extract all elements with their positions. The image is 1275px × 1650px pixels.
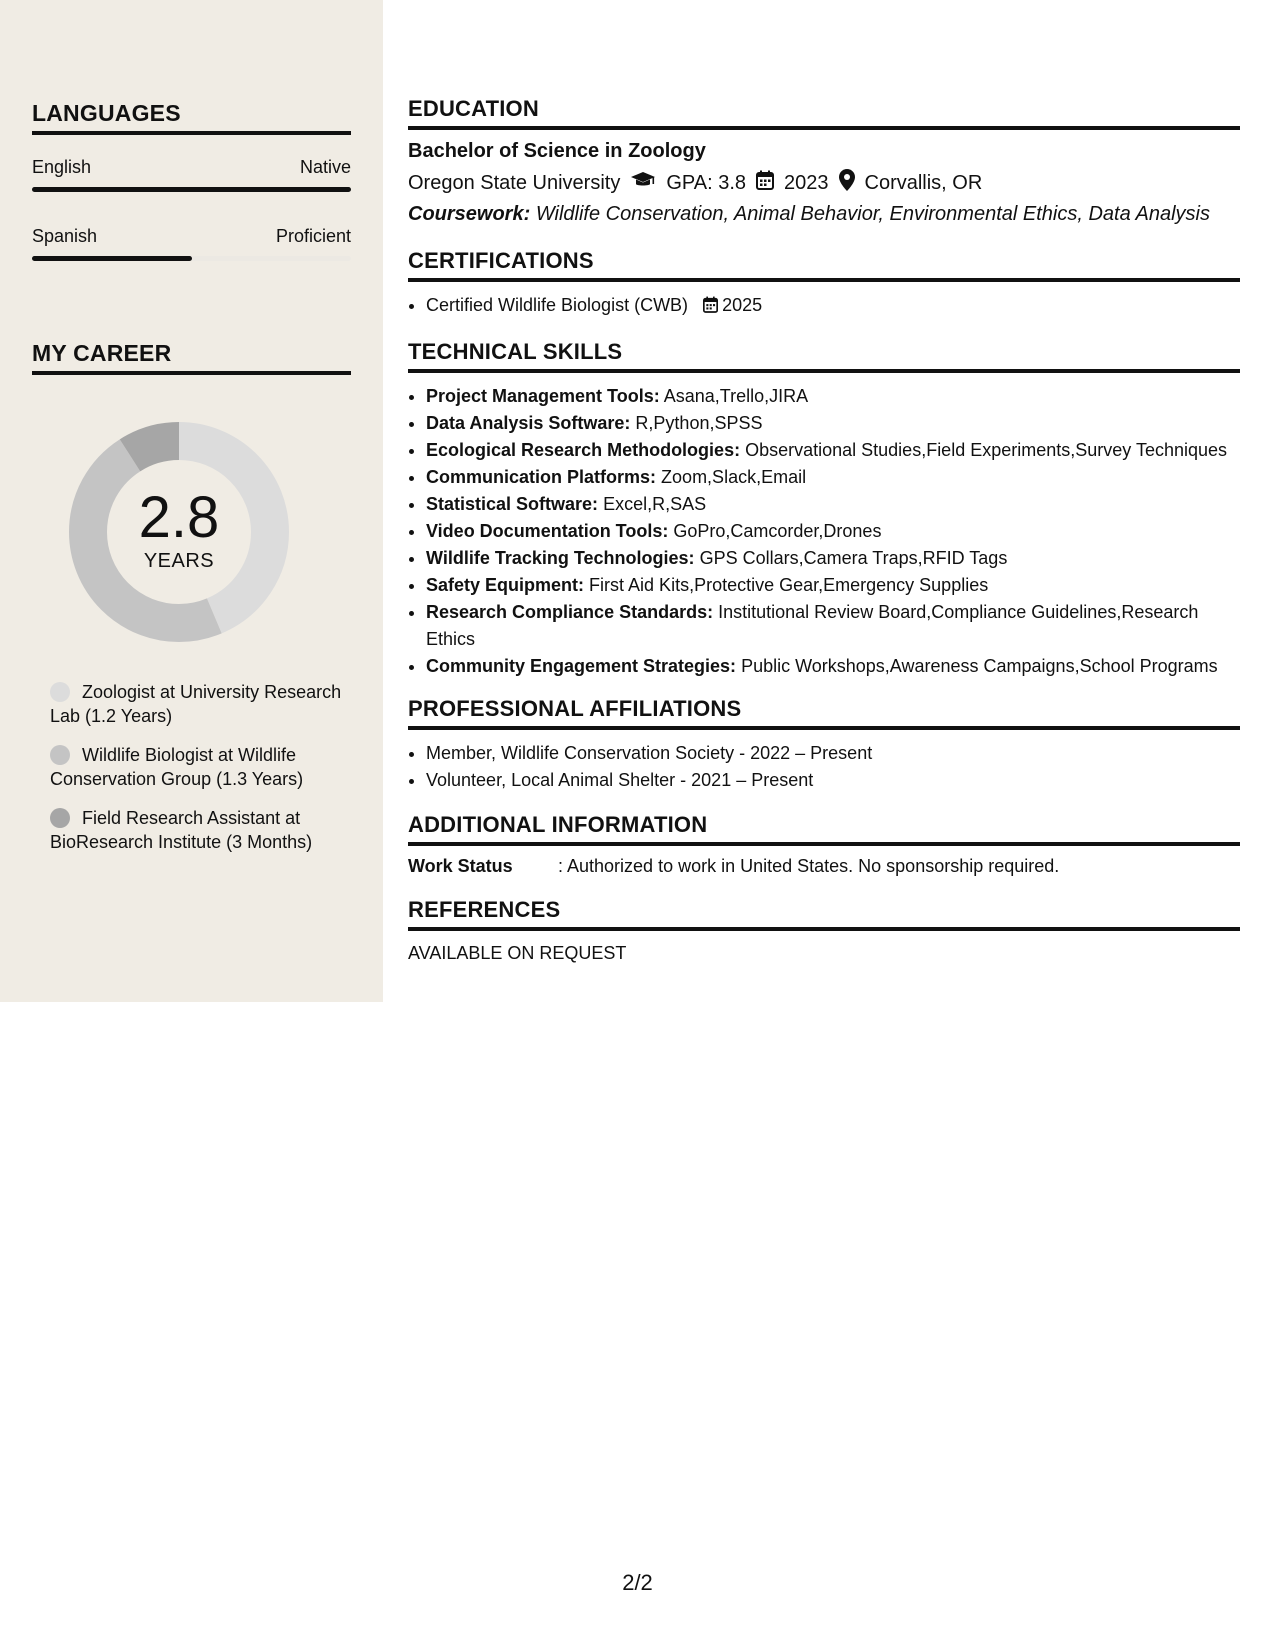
references-section [408,897,1240,964]
certification-item [426,292,1240,321]
career-legend-label: Zoologist at University Research Lab (1.2 Years) [50,682,342,726]
skill-item [426,572,1240,599]
legend-dot [50,808,70,828]
skill-value: GPS Collars,Camera Traps,RFID Tags [699,548,1008,568]
skill-value: Observational Studies,Field Experiments,Survey Techniques [745,440,1228,460]
skills-list [408,383,1240,680]
skill-label: Communication Platforms: [426,467,657,487]
education-school: Oregon State University [408,171,621,194]
language-row [32,226,351,247]
career-total-unit: YEARS [143,549,215,572]
work-status-label: Work Status [408,856,513,876]
skill-value: Public Workshops,Awareness Campaigns,School Programs [741,656,1218,676]
education-details [408,169,1240,197]
skill-label: Research Compliance Standards: [426,602,714,622]
skill-label: Project Management Tools: [426,386,660,406]
career-legend-item [50,743,350,791]
skill-value: Asana,Trello,JIRA [663,386,809,406]
skill-item [426,491,1240,518]
language-bar-fill [32,187,351,192]
skill-value: Institutional Review Board,Compliance Guidelines,Research Ethics [426,602,1199,649]
additional-info-section [408,812,1240,877]
page-number: 2/2 [622,1570,653,1595]
language-bar [32,187,351,192]
coursework-list: Wildlife Conservation, Animal Behavior, Environmental Ethics, Data Analysis [535,203,1211,225]
work-status-value: : Authorized to work in United States. No sponsorship required. [558,856,1060,876]
skill-item [426,653,1240,680]
affiliations-list [408,740,1240,794]
certification-name: Certified Wildlife Biologist (CWB) [426,295,689,315]
education-location: Corvallis, OR [864,171,983,194]
location-pin-icon [839,169,855,197]
affiliation-item: • Member, Wildlife Conservation Society - 2022 – Present [426,740,1240,767]
language-bar-fill [32,256,192,261]
education-coursework [408,203,1240,226]
skill-item [426,518,1240,545]
graduation-cap-icon [630,171,656,195]
calendar-icon [703,294,718,321]
skill-value: First Aid Kits,Protective Gear,Emergency Supplies [589,575,989,595]
skill-label: Wildlife Tracking Technologies: [426,548,695,568]
education-section [408,96,1240,226]
skill-label: Statistical Software: [426,494,599,514]
skill-item [426,464,1240,491]
skill-value: GoPro,Camcorder,Drones [673,521,882,541]
skill-label: Community Engagement Strategies: [426,656,737,676]
skill-item [426,437,1240,464]
sidebar [0,0,383,1002]
legend-dot [50,745,70,765]
skill-label: Ecological Research Methodologies: [426,440,741,460]
certifications-list [408,292,1240,321]
language-bar [32,256,351,261]
main-content [408,96,1240,978]
career-legend-item [50,806,350,854]
certifications-section [408,248,1240,321]
education-degree: Bachelor of Science in Zoology [408,140,706,162]
references-text: AVAILABLE ON REQUEST [408,943,627,963]
languages-heading: LANGUAGES [32,100,351,135]
skill-value: Excel,R,SAS [603,494,707,514]
languages-section [32,100,351,261]
coursework-label: Coursework: [408,203,531,225]
calendar-icon [756,170,774,196]
language-row [32,157,351,178]
career-legend-label: Field Research Assistant at BioResearch Institute (3 Months) [50,808,313,852]
career-total-years: 2.8 [138,484,220,550]
additional-info-heading: ADDITIONAL INFORMATION [408,812,1240,846]
legend-dot [50,682,70,702]
language-level: Native [299,157,351,177]
skill-item [426,599,1240,653]
skill-item [426,383,1240,410]
career-heading: MY CAREER [32,340,351,375]
career-donut-chart [66,419,292,645]
references-heading: REFERENCES [408,897,1240,931]
language-name: Spanish [32,226,98,246]
career-section [32,340,351,375]
language-level: Proficient [275,226,351,246]
skill-label: Safety Equipment: [426,575,585,595]
donut-center [66,419,292,645]
work-status-row [408,856,1240,877]
education-heading: EDUCATION [408,96,1240,130]
affiliations-heading: PROFESSIONAL AFFILIATIONS [408,696,1240,730]
skill-item [426,410,1240,437]
certifications-heading: CERTIFICATIONS [408,248,1240,282]
certification-year: 2025 [722,295,763,315]
education-year: 2023 [784,171,829,194]
language-name: English [32,157,92,177]
skills-section [408,339,1240,680]
skill-value: R,Python,SPSS [635,413,763,433]
career-legend-item [50,680,350,728]
education-gpa: GPA: 3.8 [666,171,746,194]
skill-item [426,545,1240,572]
skills-heading: TECHNICAL SKILLS [408,339,1240,373]
affiliation-item: • Volunteer, Local Animal Shelter - 2021 – Present [426,767,1240,794]
skill-value: Zoom,Slack,Email [661,467,807,487]
affiliations-section [408,696,1240,794]
skill-label: Video Documentation Tools: [426,521,669,541]
career-legend-label: Wildlife Biologist at Wildlife Conservation Group (1.3 Years) [50,745,304,789]
career-legend [50,680,350,869]
skill-label: Data Analysis Software: [426,413,631,433]
